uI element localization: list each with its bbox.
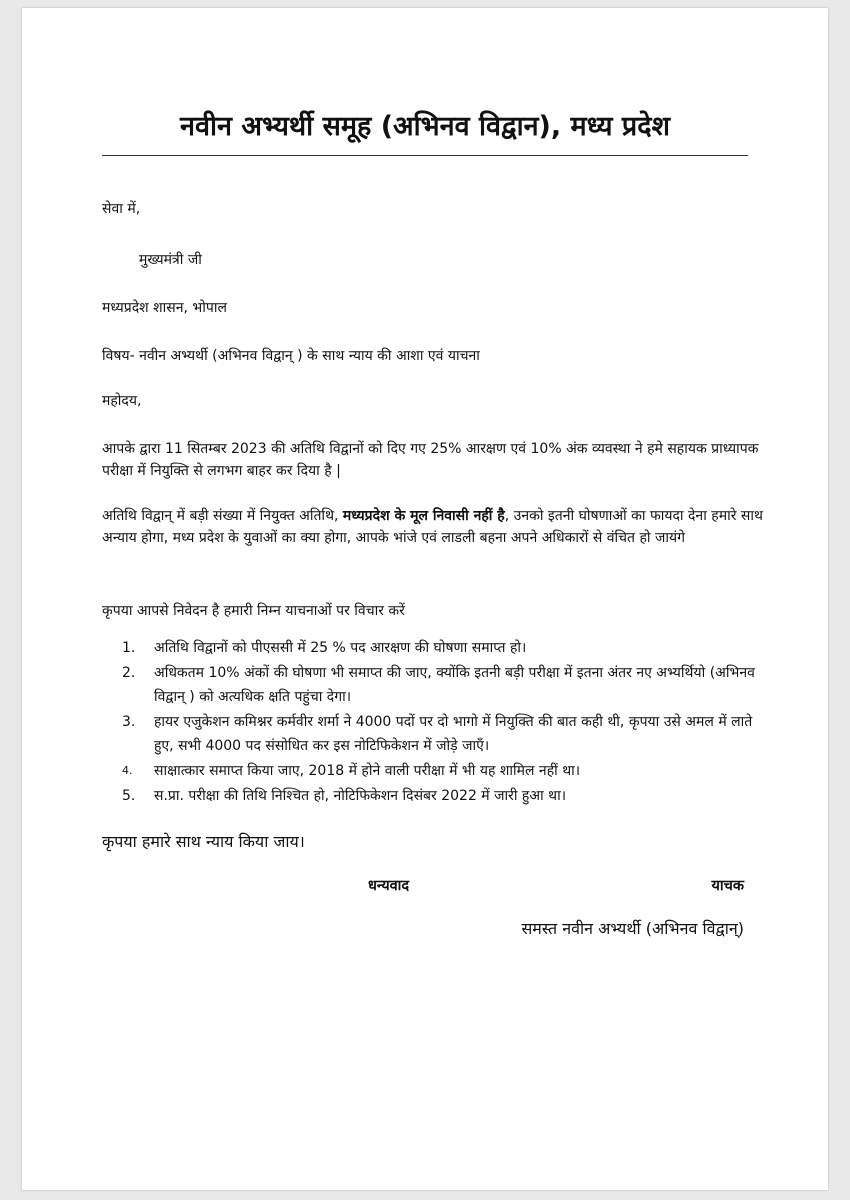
subject-line: विषय- नवीन अभ्यर्थी (अभिनव विद्वान् ) के साथ न्याय की आशा एवं याचना bbox=[102, 348, 480, 364]
recipient: मुख्यमंत्री जी bbox=[139, 252, 202, 268]
list-text: अधिकतम 10% अंकों की घोषणा भी समाप्त की जाए, क्योंकि इतनी बड़ी परीक्षा में इतना अंतर नए अभ्यर्थियो (अभिनव विद्वान् ) को अत्यधिक क्षति पहुंचा देगा। bbox=[154, 665, 755, 705]
para2-start: अतिथि विद्वान् में बड़ी संख्या में नियुक्त अतिथि, bbox=[102, 508, 343, 524]
recipient-office: मध्यप्रदेश शासन, भोपाल bbox=[102, 300, 227, 316]
petitioner-label: याचक bbox=[711, 878, 744, 894]
signer-name: समस्त नवीन अभ्यर्थी (अभिनव विद्वान्) bbox=[521, 919, 744, 938]
list-text: अतिथि विद्वानों को पीएससी में 25 % पद आरक्षण की घोषणा समाप्त हो। bbox=[154, 640, 527, 656]
list-number: 2. bbox=[122, 665, 136, 681]
list-item bbox=[122, 784, 762, 808]
list-item bbox=[122, 710, 762, 758]
para2-emphasis: मध्यप्रदेश के मूल निवासी नहीं है bbox=[342, 508, 505, 524]
list-number: 1. bbox=[122, 640, 136, 656]
page-title: नवीन अभ्यर्थी समूह (अभिनव विद्वान), मध्य प्रदेश bbox=[180, 111, 670, 142]
request-intro: कृपया आपसे निवेदन है हमारी निम्न याचनाओं पर विचार करें bbox=[102, 603, 405, 619]
list-text: साक्षात्कार समाप्त किया जाए, 2018 में होने वाली परीक्षा में भी यह शामिल नहीं था। bbox=[154, 763, 581, 779]
letter-page bbox=[22, 8, 828, 1190]
list-item bbox=[122, 636, 762, 660]
salutation-to: सेवा में, bbox=[102, 201, 141, 217]
list-number: 4. bbox=[122, 764, 133, 777]
list-number: 3. bbox=[122, 714, 136, 730]
closing-request: कृपया हमारे साथ न्याय किया जाय। bbox=[102, 832, 305, 851]
para2-end: , उनको इतनी घोषणाओं का फायदा देना हमारे साथ अन्याय होगा, मध्य प्रदेश के युवाओं का क्या होगा, आपके भांजे एवं लाडली बहना अपने अधिकारों से वंचित हो जायंगे bbox=[102, 508, 763, 546]
list-text: हायर एजुकेशन कमिश्नर कर्मवीर शर्मा ने 4000 पदों पर दो भागो में नियुक्ति की बात कही थी, कृपया उसे अमल में लाते हुए, सभी 4000 पद संसोधित कर इस नोटिफिकेशन में जोड़े जाएँ। bbox=[154, 714, 753, 754]
list-text: स.प्रा. परीक्षा की तिथि निश्चित हो, नोटिफिकेशन दिसंबर 2022 में जारी हुआ था। bbox=[154, 788, 567, 804]
list-item bbox=[122, 661, 762, 709]
list-item bbox=[122, 759, 762, 783]
title-divider bbox=[102, 155, 748, 156]
demands-list bbox=[122, 636, 762, 809]
paragraph-non-residents bbox=[102, 505, 777, 549]
list-number: 5. bbox=[122, 788, 136, 804]
thanks-label: धन्यवाद bbox=[368, 878, 410, 894]
greeting: महोदय, bbox=[102, 393, 142, 409]
paragraph-reservation: आपके द्वारा 11 सितम्बर 2023 की अतिथि विद्वानों को दिए गए 25% आरक्षण एवं 10% अंक व्यवस्था ने हमे सहायक प्राध्यापक परीक्षा में नियुक्ति से लगभग बाहर कर दिया है | bbox=[102, 441, 759, 479]
